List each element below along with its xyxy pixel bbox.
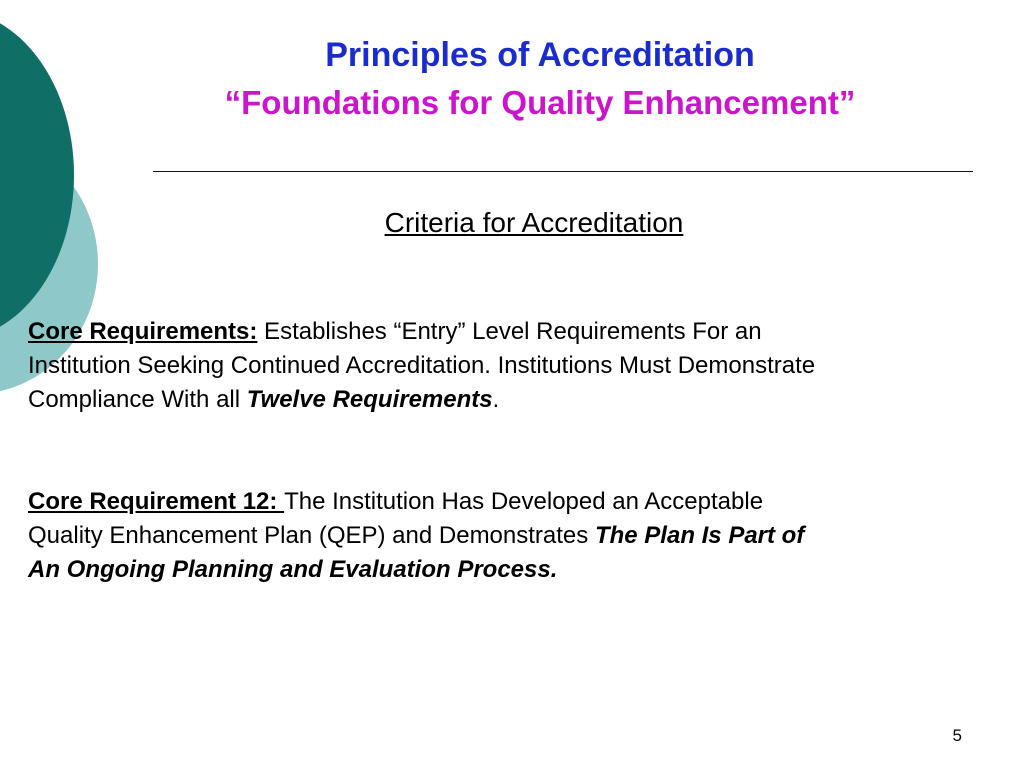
slide-subtitle <box>150 206 918 240</box>
paragraph-text: Compliance With all <box>28 386 247 413</box>
slide-title: Principles of Accreditation <box>325 36 755 74</box>
paragraph-text: . <box>492 386 500 413</box>
core-requirements-paragraph <box>28 315 988 417</box>
slide-title-quote: “Foundations for Quality Enhancement” <box>224 84 856 121</box>
core-requirement-12-label: Core Requirement 12: <box>28 488 285 515</box>
title-divider <box>153 171 973 172</box>
paragraph-text: Quality Enhancement Plan (QEP) and Demonstrates <box>28 522 595 549</box>
paragraph-emphasis: The Plan Is Part of <box>594 522 805 549</box>
paragraph-text: The Institution Has Developed an Acceptable <box>284 488 764 515</box>
paragraph-text: Establishes “Entry” Level Requirements For an <box>257 318 762 345</box>
paragraph-emphasis: An Ongoing Planning and Evaluation Process. <box>28 556 558 583</box>
paragraph-emphasis: Twelve Requirements <box>246 386 493 413</box>
page-number: 5 <box>952 726 962 745</box>
core-requirements-label: Core Requirements: <box>28 318 258 345</box>
paragraph-text: Institution Seeking Continued Accreditation. Institutions Must Demonstrate <box>28 352 816 379</box>
subtitle-text: Criteria for Accreditation <box>384 207 684 238</box>
core-requirement-12-paragraph <box>28 485 988 587</box>
